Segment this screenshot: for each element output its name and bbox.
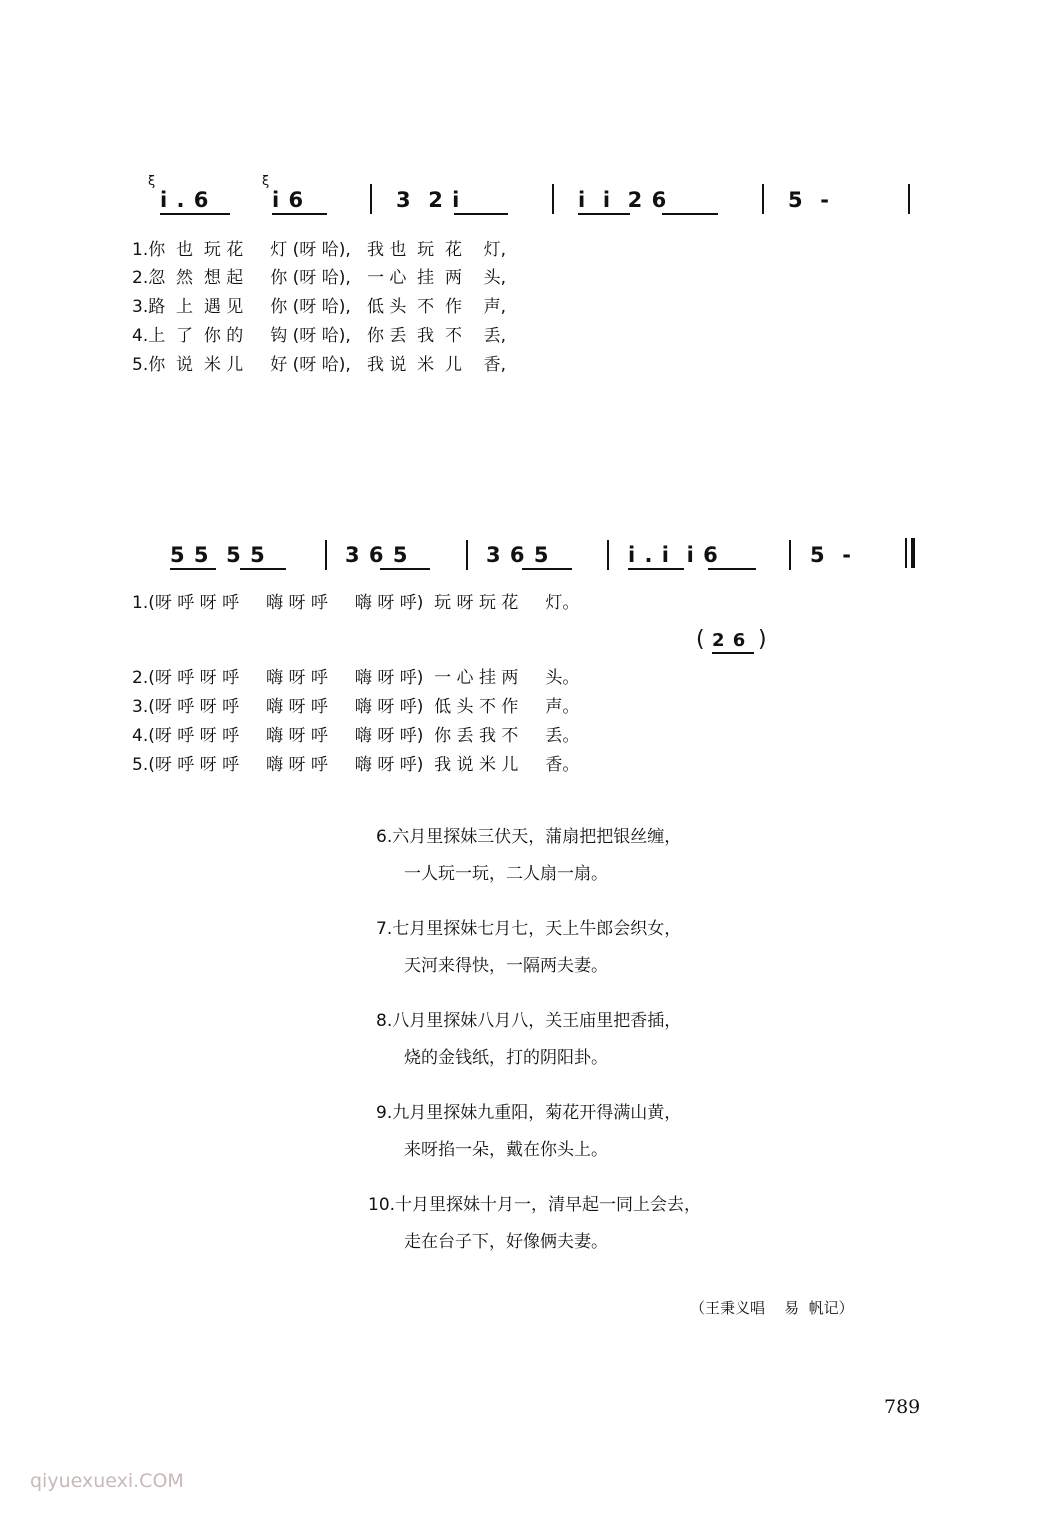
- measure-1: i . 6: [160, 188, 210, 212]
- verse-10-line-1: 10.十月里探妹十月一，清早起一同上会去，: [368, 1195, 702, 1215]
- measure-1b: i 6: [272, 188, 305, 212]
- beam: [578, 213, 630, 215]
- page-number: 789: [884, 1396, 921, 1418]
- measure-4: i . i i 6: [628, 543, 719, 567]
- verse-9-line-1: 9.九月里探妹九重阳，菊花开得满山黄，: [376, 1103, 682, 1123]
- measure-5: 5 -: [810, 543, 852, 567]
- beam: [708, 568, 756, 570]
- measure-1: 5 5 5 5: [170, 543, 266, 567]
- lyric-line: 3.路 上 遇 见 你 (呀 哈), 低 头 不 作 声,: [132, 297, 506, 317]
- barline: [370, 184, 372, 214]
- verse-9-line-2: 来呀掐一朵，戴在你头上。: [404, 1140, 608, 1160]
- lyric-line: 3.(呀 呼 呀 呼 嗨 呀 呼 嗨 呀 呼) 低 头 不 作 声。: [132, 697, 580, 717]
- barline: [607, 540, 609, 570]
- measure-3: 3 6 5: [486, 543, 550, 567]
- measure-2: 3 6 5: [345, 543, 409, 567]
- barline: [908, 184, 910, 214]
- verse-8-line-2: 烧的金钱纸，打的阴阳卦。: [404, 1048, 608, 1068]
- verse-10-line-2: 走在台子下，好像俩夫妻。: [404, 1232, 608, 1252]
- watermark-logo: qiyuexuexi.COM: [30, 1470, 184, 1492]
- beam: [170, 568, 216, 570]
- barline: [466, 540, 468, 570]
- barline: [789, 540, 791, 570]
- credit-line: （王秉义唱 易 帆记）: [690, 1299, 854, 1317]
- lyric-line: 4.(呀 呼 呀 呼 嗨 呀 呼 嗨 呀 呼) 你 丢 我 不 丢。: [132, 726, 580, 746]
- variant-open-paren: (: [696, 627, 705, 652]
- grace-mark: ξ: [262, 174, 270, 189]
- measure-2: 3 2 i: [396, 188, 461, 212]
- variant-notation: 2 6: [712, 630, 747, 651]
- verse-8-line-1: 8.八月里探妹八月八，关王庙里把香插，: [376, 1011, 682, 1031]
- beam: [628, 568, 684, 570]
- final-barline-thick: [911, 538, 915, 568]
- lyric-line: 5.(呀 呼 呀 呼 嗨 呀 呼 嗨 呀 呼) 我 说 米 儿 香。: [132, 755, 580, 775]
- beam: [662, 213, 718, 215]
- verse-7-line-2: 天河来得快，一隔两夫妻。: [404, 956, 608, 976]
- measure-4: 5 -: [788, 188, 830, 212]
- verse-6-line-1: 6.六月里探妹三伏天，蒲扇把把银丝缠，: [376, 827, 682, 847]
- beam: [272, 213, 327, 215]
- barline: [552, 184, 554, 214]
- beam: [712, 652, 754, 654]
- barline: [325, 540, 327, 570]
- beam: [240, 568, 286, 570]
- beam: [160, 213, 230, 215]
- barline: [762, 184, 764, 214]
- grace-mark: ξ: [148, 174, 156, 189]
- lyric-line: 1.(呀 呼 呀 呼 嗨 呀 呼 嗨 呀 呼) 玩 呀 玩 花 灯。: [132, 593, 580, 613]
- beam: [454, 213, 508, 215]
- final-barline-thin: [905, 538, 907, 568]
- lyric-line: 4.上 了 你 的 钩 (呀 哈), 你 丢 我 不 丢,: [132, 326, 506, 346]
- variant-close-paren: ): [758, 627, 767, 652]
- beam: [522, 568, 572, 570]
- verse-7-line-1: 7.七月里探妹七月七，天上牛郎会织女，: [376, 919, 682, 939]
- measure-3: i i 2 6: [578, 188, 668, 212]
- lyric-line: 2.(呀 呼 呀 呼 嗨 呀 呼 嗨 呀 呼) 一 心 挂 两 头。: [132, 668, 580, 688]
- lyric-line: 2.忽 然 想 起 你 (呀 哈), 一 心 挂 两 头,: [132, 268, 506, 288]
- lyric-line: 1.你 也 玩 花 灯 (呀 哈), 我 也 玩 花 灯,: [132, 240, 506, 260]
- verse-6-line-2: 一人玩一玩，二人扇一扇。: [404, 864, 608, 884]
- beam: [380, 568, 430, 570]
- lyric-line: 5.你 说 米 儿 好 (呀 哈), 我 说 米 儿 香,: [132, 355, 506, 375]
